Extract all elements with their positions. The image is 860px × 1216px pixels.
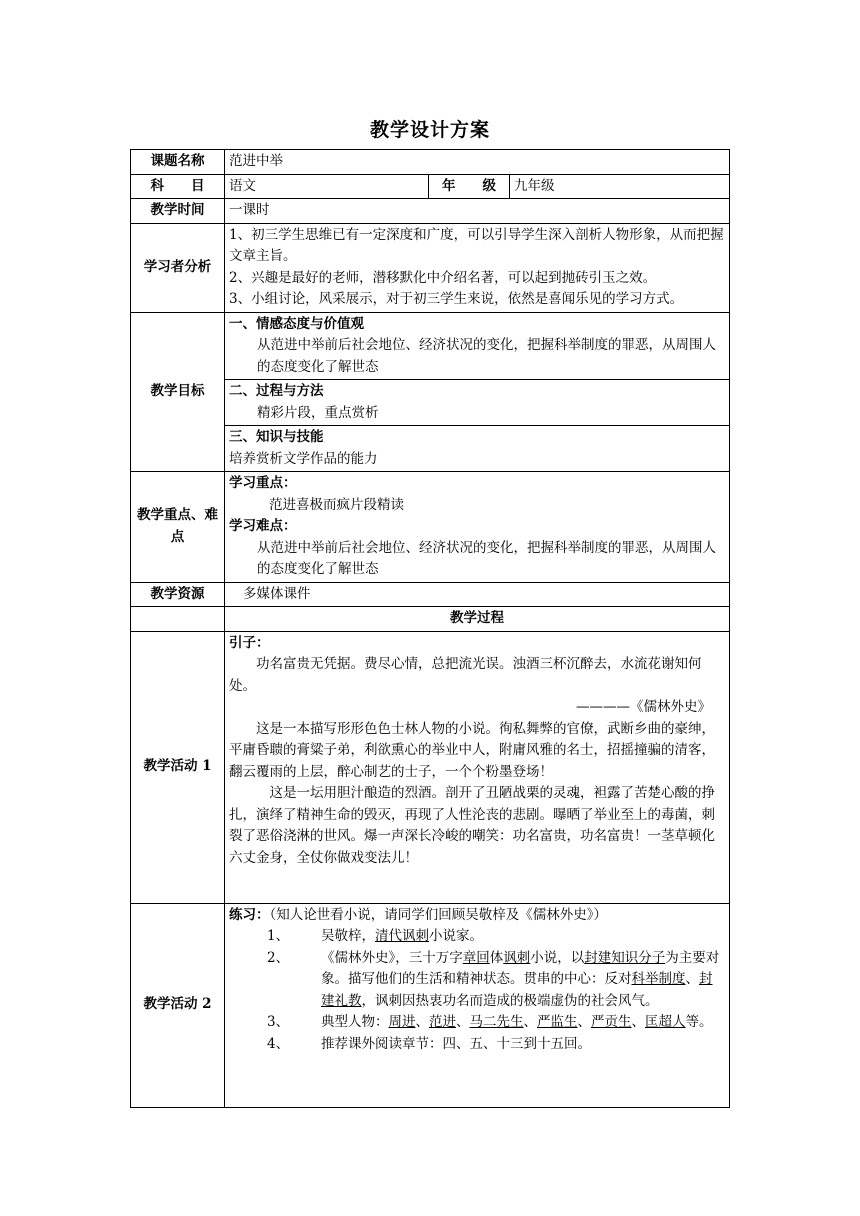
item-text-part: 、	[456, 1014, 470, 1030]
row-activity-2	[131, 903, 730, 1107]
item-text-part: 吴敬梓，	[321, 928, 375, 944]
underlined-term: 讽刺	[402, 928, 429, 944]
item-text-part: 等。	[685, 1014, 713, 1030]
goal-3-title: 三、知识与技能	[229, 429, 324, 445]
resource-value: 多媒体课件	[225, 582, 730, 607]
item-text-part: ，讽刺因热衷功名而造成的极端虚伪的社会风气。	[361, 992, 659, 1009]
focus-content	[225, 472, 730, 583]
subject-value: 语文	[225, 174, 429, 199]
process-header: 教学过程	[225, 607, 730, 632]
item-text-part: 、	[685, 971, 699, 987]
goal-2	[225, 380, 730, 426]
exercise-item-text	[321, 1012, 725, 1034]
time-value: 一课时	[225, 199, 730, 224]
row-focus	[131, 472, 730, 583]
activity-1-label: 教学活动 1	[131, 631, 225, 903]
learner-line: 2、兴趣是最好的老师，潜移默化中介绍名著，可以起到抛砖引玉之效。	[229, 269, 657, 286]
row-topic	[131, 150, 730, 175]
exercise-item-text	[321, 948, 725, 1013]
exercise-note: （知人论世看小说，请同学们回顾吴敬梓及《儒林外史》）	[269, 906, 607, 923]
goal-2-title: 二、过程与方法	[229, 383, 324, 399]
exercise-item	[229, 1012, 725, 1034]
exercise-item-text	[321, 926, 725, 948]
exercise-item-number: 1、	[267, 928, 290, 944]
exercise-item-number: 3、	[267, 1014, 290, 1030]
row-subject	[131, 174, 730, 199]
goals-label: 教学目标	[131, 312, 225, 472]
item-text-part: 小说，以	[530, 949, 585, 966]
exercise-heading	[229, 905, 725, 927]
underlined-term: 严监生	[537, 1014, 578, 1030]
poem-source: ————《儒林外史》	[576, 699, 711, 715]
underlined-term: 封建礼教	[321, 971, 713, 1009]
key-point-title: 学习重点：	[229, 475, 297, 491]
item-text-part: 小说家。	[429, 928, 483, 944]
item-text-part: 体	[489, 949, 504, 966]
underlined-term: 周进	[388, 1014, 416, 1030]
exercise-item-text	[321, 1034, 725, 1056]
topic-label: 课题名称	[131, 150, 225, 175]
goal-1	[225, 312, 730, 380]
item-text-part: 推荐课外阅读章节：四、五、十三到十五回。	[321, 1035, 591, 1052]
item-text-part: 、	[631, 1014, 645, 1030]
intro-title: 引子：	[229, 634, 270, 651]
underlined-term: 匡超人	[645, 1014, 686, 1030]
exercise-item	[229, 926, 725, 948]
row-goal-1	[131, 312, 730, 380]
exercise-item	[229, 948, 725, 1013]
subject-label: 科 目	[131, 174, 225, 199]
exercise-item-number: 2、	[267, 949, 290, 966]
goal-1-title: 一、情感态度与价值观	[229, 315, 364, 332]
exercise-title: 练习：	[229, 906, 270, 923]
learner-label: 学习者分析	[131, 223, 225, 312]
item-text-part: 、	[523, 1014, 537, 1030]
row-resource	[131, 582, 730, 607]
activity-1-paragraph: 这是一本描写形形色色士林人物的小说。徇私舞弊的官僚，武断乡曲的豪绅，平庸昏聩的膏粱子弟，利欲熏心的举业中人，附庸风雅的名士，招摇撞骗的清客，翻云覆雨的上层，醉心制艺的士子，一个个粉墨登场！	[229, 720, 715, 780]
topic-value: 范进中举	[225, 150, 730, 175]
row-process-header	[131, 607, 730, 632]
goal-1-text: 从范进中举前后社会地位、经济状况的变化，把握科举制度的罪恶，从周围人的态度变化了解世态	[257, 337, 716, 375]
goal-2-text: 精彩片段，重点赏析	[257, 404, 379, 421]
time-label: 教学时间	[131, 199, 225, 224]
item-text-part: 、	[577, 1014, 591, 1030]
intro-poem: 功名富贵无凭据。费尽心情，总把流光误。浊酒三杯沉醉去，水流花谢知何处。	[229, 656, 702, 694]
learner-line: 3、小组讨论，风采展示，对于初三学生来说，依然是喜闻乐见的学习方式。	[229, 291, 684, 307]
item-text-part: 典型人物：	[321, 1014, 389, 1030]
row-activity-1	[131, 631, 730, 903]
resource-label: 教学资源	[131, 582, 225, 607]
difficulty-text: 从范进中举前后社会地位、经济状况的变化，把握科举制度的罪恶，从周围人的态度变化了解世态	[257, 539, 716, 577]
focus-label: 教学重点、难点	[131, 472, 225, 583]
item-text-part: 、	[415, 1014, 429, 1030]
process-header-blank	[131, 607, 225, 632]
grade-value: 九年级	[510, 174, 730, 199]
underlined-term: 科举制度	[631, 971, 686, 987]
exercise-list	[229, 926, 725, 1055]
key-point-text: 范进喜极而疯片段精读	[269, 496, 404, 513]
underlined-term: 封建知识分子	[584, 949, 666, 966]
underlined-term: 清代	[375, 928, 402, 944]
goal-3	[225, 426, 730, 472]
activity-2-content	[225, 903, 730, 1107]
learner-line: 1、初三学生思维已有一定深度和广度，可以引导学生深入剖析人物形象，从而把握文章主旨。	[229, 226, 724, 264]
grade-label: 年 级	[429, 174, 510, 199]
exercise-item	[229, 1034, 725, 1056]
exercise-item-number: 4、	[267, 1035, 290, 1052]
goal-3-text: 培养赏析文学作品的能力	[229, 450, 378, 467]
activity-1-paragraph: 这是一坛用胆汁酿造的烈酒。剖开了丑陋战栗的灵魂，袒露了苦楚心酸的挣扎，演绎了精神生命的毁灭，再现了人性沦丧的悲剧。曝晒了举业至上的毒菌，刺裂了恶俗浇淋的世风。爆一声深长冷峻的嘲笑：功名富贵，功名富贵！一茎草顿化六丈金身，全仗你做戏变法儿！	[229, 785, 715, 866]
underlined-term: 严贡生	[591, 1014, 632, 1030]
page-title: 教学设计方案	[369, 119, 490, 141]
underlined-term: 讽刺	[503, 949, 531, 966]
item-text-part: 《儒林外史》，三十万字	[321, 949, 463, 966]
difficulty-title: 学习难点：	[229, 518, 297, 534]
activity-1-content	[225, 631, 730, 903]
underlined-term: 章回	[462, 949, 490, 966]
underlined-term: 范进	[429, 1014, 456, 1030]
underlined-term: 马二先生	[469, 1014, 524, 1030]
item-text-part: 为主要对象。描写他们的生活和精神状态。贯串的中心：反对	[321, 949, 720, 987]
row-time	[131, 199, 730, 224]
learner-analysis	[225, 223, 730, 312]
activity-2-label: 教学活动 2	[131, 903, 225, 1107]
row-learner	[131, 223, 730, 312]
lesson-plan-table	[130, 149, 730, 1108]
